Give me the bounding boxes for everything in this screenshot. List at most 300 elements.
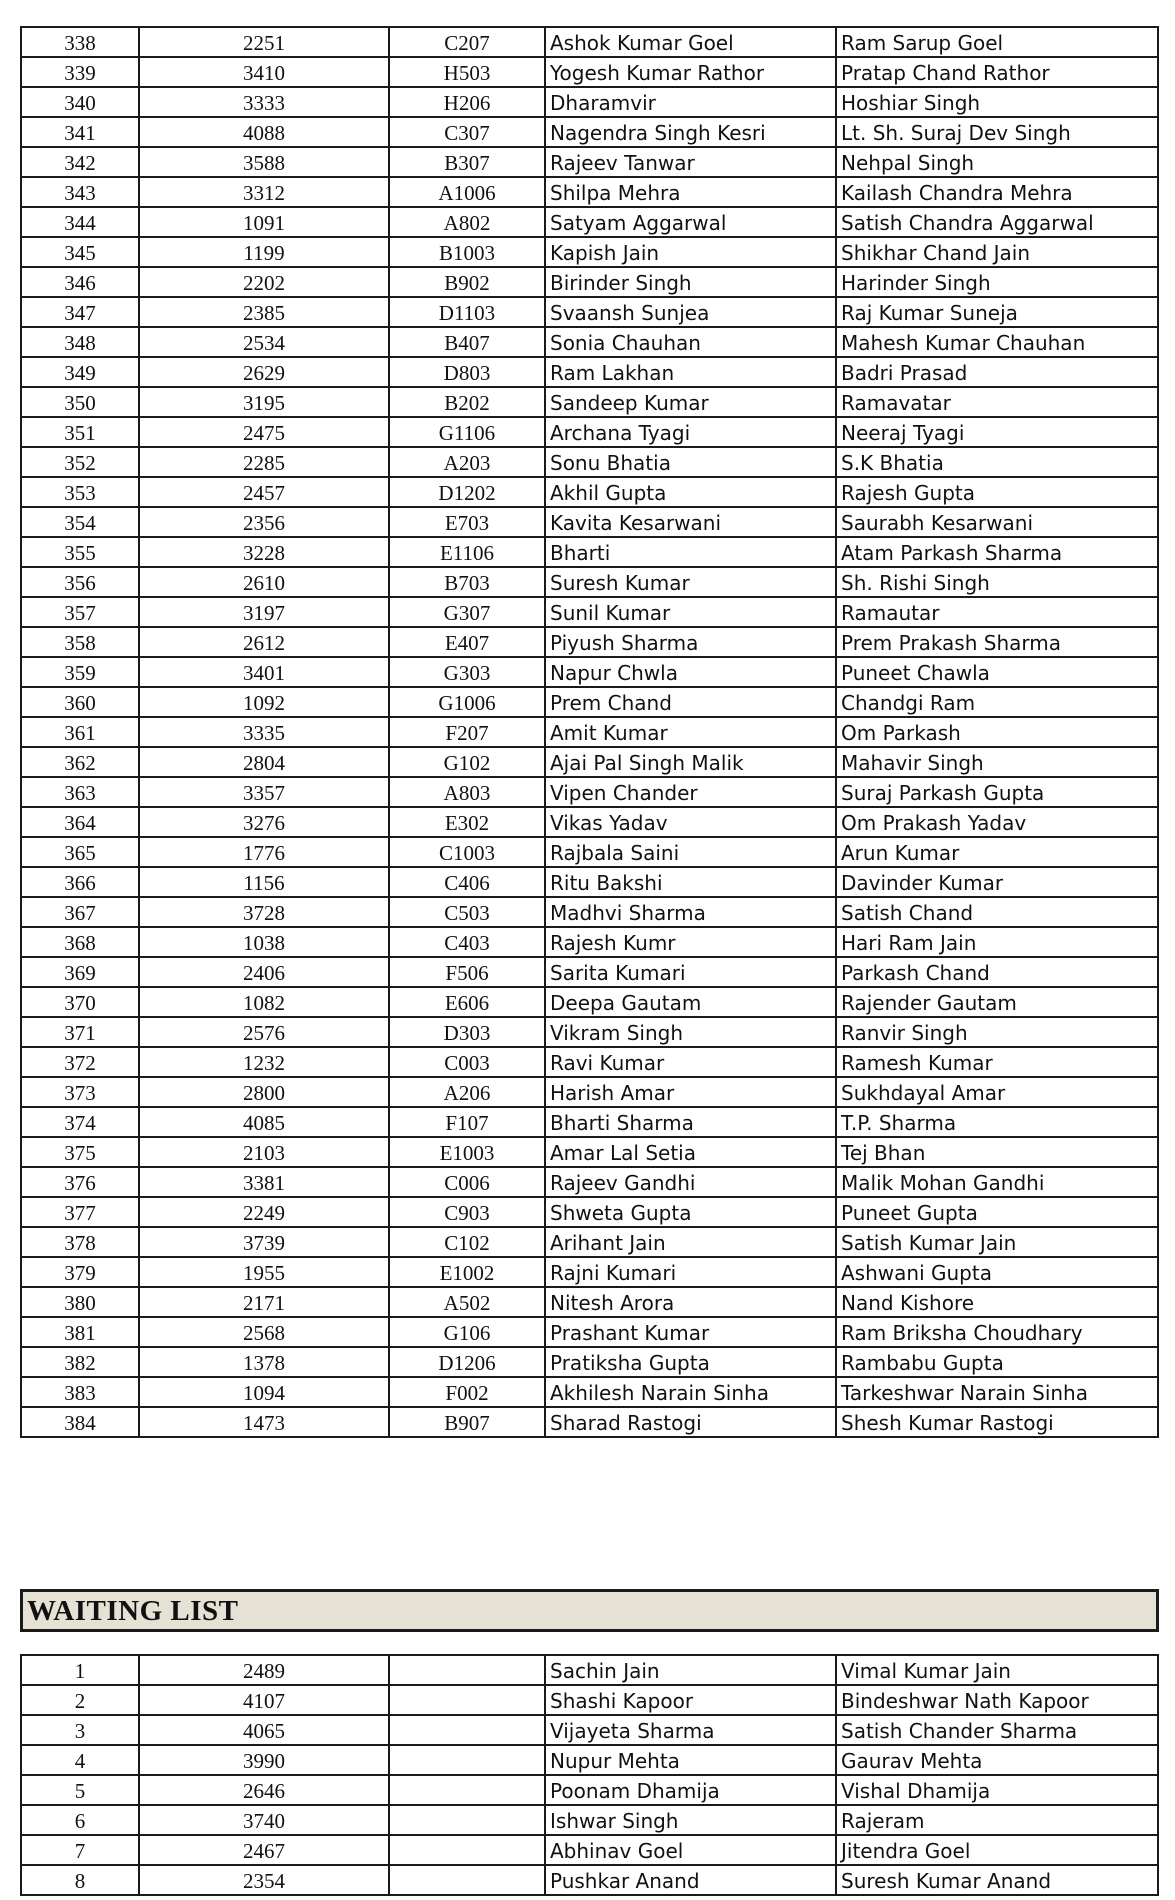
father-name-cell: Mahesh Kumar Chauhan [836,327,1158,357]
applicant-name-cell: Akhilesh Narain Sinha [545,1377,836,1407]
serial-number-cell: 2 [21,1685,139,1715]
table-row [21,717,1158,747]
table-row [21,1655,1158,1685]
applicant-name-cell: Poonam Dhamija [545,1775,836,1805]
member-id-cell: 2171 [139,1287,389,1317]
father-name-cell: S.K Bhatia [836,447,1158,477]
applicant-name-cell: Suresh Kumar [545,567,836,597]
father-name-cell: Rambabu Gupta [836,1347,1158,1377]
serial-number-cell: 364 [21,807,139,837]
flat-number-cell: F207 [389,717,545,747]
serial-number-cell: 360 [21,687,139,717]
table-row [21,177,1158,207]
applicant-name-cell: Amar Lal Setia [545,1137,836,1167]
member-id-cell: 3195 [139,387,389,417]
serial-number-cell: 375 [21,1137,139,1167]
flat-number-cell [389,1865,545,1895]
father-name-cell: Davinder Kumar [836,867,1158,897]
applicant-name-cell: Dharamvir [545,87,836,117]
serial-number-cell: 351 [21,417,139,447]
serial-number-cell: 381 [21,1317,139,1347]
table-row [21,57,1158,87]
serial-number-cell: 378 [21,1227,139,1257]
applicant-name-cell: Prem Chand [545,687,836,717]
table-row [21,267,1158,297]
applicant-name-cell: Ravi Kumar [545,1047,836,1077]
applicant-name-cell: Bharti Sharma [545,1107,836,1137]
table-row [21,1407,1158,1437]
flat-number-cell: C503 [389,897,545,927]
father-name-cell: Parkash Chand [836,957,1158,987]
table-row [21,237,1158,267]
member-id-cell: 1776 [139,837,389,867]
flat-number-cell: D1202 [389,477,545,507]
flat-number-cell: D303 [389,1017,545,1047]
member-id-cell: 1092 [139,687,389,717]
member-id-cell: 2804 [139,747,389,777]
table-row [21,627,1158,657]
father-name-cell: Ramavatar [836,387,1158,417]
serial-number-cell: 356 [21,567,139,597]
table-row [21,1805,1158,1835]
member-id-cell: 2251 [139,27,389,57]
table-row [21,1017,1158,1047]
table-row [21,1317,1158,1347]
father-name-cell: T.P. Sharma [836,1107,1158,1137]
member-id-cell: 3728 [139,897,389,927]
father-name-cell: Sh. Rishi Singh [836,567,1158,597]
table-row [21,1077,1158,1107]
table-row [21,837,1158,867]
flat-number-cell: A802 [389,207,545,237]
serial-number-cell: 366 [21,867,139,897]
serial-number-cell: 343 [21,177,139,207]
member-id-cell: 2385 [139,297,389,327]
table-row [21,1347,1158,1377]
table-row [21,447,1158,477]
father-name-cell: Prem Prakash Sharma [836,627,1158,657]
father-name-cell: Tej Bhan [836,1137,1158,1167]
applicant-name-cell: Sharad Rastogi [545,1407,836,1437]
flat-number-cell: D1103 [389,297,545,327]
member-id-cell: 2457 [139,477,389,507]
applicant-name-cell: Napur Chwla [545,657,836,687]
father-name-cell: Harinder Singh [836,267,1158,297]
flat-number-cell: E703 [389,507,545,537]
father-name-cell: Rajeram [836,1805,1158,1835]
father-name-cell: Puneet Gupta [836,1197,1158,1227]
father-name-cell: Rajesh Gupta [836,477,1158,507]
table-row [21,777,1158,807]
member-id-cell: 2489 [139,1655,389,1685]
flat-number-cell: C003 [389,1047,545,1077]
applicant-name-cell: Sandeep Kumar [545,387,836,417]
serial-number-cell: 7 [21,1835,139,1865]
member-id-cell: 3357 [139,777,389,807]
father-name-cell: Ranvir Singh [836,1017,1158,1047]
table-row [21,1715,1158,1745]
flat-number-cell: F506 [389,957,545,987]
table-row [21,147,1158,177]
serial-number-cell: 5 [21,1775,139,1805]
table-row [21,657,1158,687]
applicant-name-cell: Kapish Jain [545,237,836,267]
father-name-cell: Bindeshwar Nath Kapoor [836,1685,1158,1715]
table-row [21,1775,1158,1805]
member-id-cell: 3197 [139,597,389,627]
member-id-cell: 3401 [139,657,389,687]
member-id-cell: 2534 [139,327,389,357]
applicant-name-cell: Shweta Gupta [545,1197,836,1227]
applicant-name-cell: Nupur Mehta [545,1745,836,1775]
applicant-name-cell: Sonu Bhatia [545,447,836,477]
flat-number-cell: E1002 [389,1257,545,1287]
applicant-name-cell: Sonia Chauhan [545,327,836,357]
serial-number-cell: 8 [21,1865,139,1895]
member-id-cell: 1473 [139,1407,389,1437]
serial-number-cell: 350 [21,387,139,417]
member-id-cell: 2612 [139,627,389,657]
applicant-name-cell: Vikram Singh [545,1017,836,1047]
member-id-cell: 3312 [139,177,389,207]
flat-number-cell: E1003 [389,1137,545,1167]
member-id-cell: 2285 [139,447,389,477]
table-row [21,1745,1158,1775]
serial-number-cell: 367 [21,897,139,927]
father-name-cell: Rajender Gautam [836,987,1158,1017]
flat-number-cell: G303 [389,657,545,687]
serial-number-cell: 342 [21,147,139,177]
serial-number-cell: 358 [21,627,139,657]
table-row [21,927,1158,957]
member-id-cell: 2646 [139,1775,389,1805]
serial-number-cell: 341 [21,117,139,147]
serial-number-cell: 352 [21,447,139,477]
father-name-cell: Tarkeshwar Narain Sinha [836,1377,1158,1407]
member-id-cell: 1378 [139,1347,389,1377]
applicant-name-cell: Madhvi Sharma [545,897,836,927]
waiting-list-table [20,1654,1159,1896]
table-row [21,417,1158,447]
table-row [21,1107,1158,1137]
waiting-list-header [20,1589,1159,1632]
serial-number-cell: 340 [21,87,139,117]
father-name-cell: Om Parkash [836,717,1158,747]
flat-number-cell: B1003 [389,237,545,267]
serial-number-cell: 369 [21,957,139,987]
serial-number-cell: 355 [21,537,139,567]
father-name-cell: Mahavir Singh [836,747,1158,777]
serial-number-cell: 377 [21,1197,139,1227]
table-row [21,387,1158,417]
member-id-cell: 1955 [139,1257,389,1287]
applicant-name-cell: Rajeev Tanwar [545,147,836,177]
father-name-cell: Vishal Dhamija [836,1775,1158,1805]
table-row [21,87,1158,117]
member-id-cell: 4085 [139,1107,389,1137]
serial-number-cell: 344 [21,207,139,237]
father-name-cell: Raj Kumar Suneja [836,297,1158,327]
flat-number-cell: C903 [389,1197,545,1227]
father-name-cell: Badri Prasad [836,357,1158,387]
serial-number-cell: 3 [21,1715,139,1745]
flat-number-cell: B907 [389,1407,545,1437]
member-id-cell: 4088 [139,117,389,147]
flat-number-cell: F002 [389,1377,545,1407]
member-id-cell: 3990 [139,1745,389,1775]
flat-number-cell: B307 [389,147,545,177]
member-id-cell: 1094 [139,1377,389,1407]
flat-number-cell: G1106 [389,417,545,447]
applicant-name-cell: Nitesh Arora [545,1287,836,1317]
table-row [21,807,1158,837]
member-id-cell: 3276 [139,807,389,837]
serial-number-cell: 368 [21,927,139,957]
father-name-cell: Satish Chand [836,897,1158,927]
serial-number-cell: 362 [21,747,139,777]
table-row [21,477,1158,507]
applicant-name-cell: Deepa Gautam [545,987,836,1017]
applicant-name-cell: Abhinav Goel [545,1835,836,1865]
flat-number-cell: E1106 [389,537,545,567]
flat-number-cell: C403 [389,927,545,957]
serial-number-cell: 347 [21,297,139,327]
serial-number-cell: 379 [21,1257,139,1287]
member-id-cell: 4107 [139,1685,389,1715]
flat-number-cell: H503 [389,57,545,87]
table-row [21,537,1158,567]
table-row [21,687,1158,717]
member-id-cell: 2354 [139,1865,389,1895]
flat-number-cell: E606 [389,987,545,1017]
father-name-cell: Chandgi Ram [836,687,1158,717]
applicant-name-cell: Pratiksha Gupta [545,1347,836,1377]
table-row [21,1167,1158,1197]
father-name-cell: Hoshiar Singh [836,87,1158,117]
table-row [21,1257,1158,1287]
applicant-name-cell: Vijayeta Sharma [545,1715,836,1745]
serial-number-cell: 376 [21,1167,139,1197]
serial-number-cell: 346 [21,267,139,297]
father-name-cell: Ram Briksha Choudhary [836,1317,1158,1347]
father-name-cell: Pratap Chand Rathor [836,57,1158,87]
serial-number-cell: 339 [21,57,139,87]
applicant-name-cell: Archana Tyagi [545,417,836,447]
flat-number-cell: A502 [389,1287,545,1317]
applicant-name-cell: Pushkar Anand [545,1865,836,1895]
member-id-cell: 1199 [139,237,389,267]
table-row [21,567,1158,597]
member-id-cell: 2568 [139,1317,389,1347]
member-id-cell: 1232 [139,1047,389,1077]
applicant-name-cell: Kavita Kesarwani [545,507,836,537]
applicant-name-cell: Rajeev Gandhi [545,1167,836,1197]
member-id-cell: 3333 [139,87,389,117]
allotment-table [20,26,1159,1438]
serial-number-cell: 382 [21,1347,139,1377]
father-name-cell: Neeraj Tyagi [836,417,1158,447]
table-row [21,207,1158,237]
member-id-cell: 2103 [139,1137,389,1167]
father-name-cell: Puneet Chawla [836,657,1158,687]
flat-number-cell [389,1835,545,1865]
flat-number-cell [389,1775,545,1805]
table-row [21,747,1158,777]
flat-number-cell: C1003 [389,837,545,867]
serial-number-cell: 383 [21,1377,139,1407]
table-row [21,1685,1158,1715]
father-name-cell: Hari Ram Jain [836,927,1158,957]
member-id-cell: 2610 [139,567,389,597]
table-row [21,117,1158,147]
flat-number-cell: G102 [389,747,545,777]
flat-number-cell: C102 [389,1227,545,1257]
table-row [21,1377,1158,1407]
applicant-name-cell: Svaansh Sunjea [545,297,836,327]
father-name-cell: Satish Kumar Jain [836,1227,1158,1257]
applicant-name-cell: Rajbala Saini [545,837,836,867]
father-name-cell: Malik Mohan Gandhi [836,1167,1158,1197]
father-name-cell: Shesh Kumar Rastogi [836,1407,1158,1437]
flat-number-cell [389,1805,545,1835]
father-name-cell: Nehpal Singh [836,147,1158,177]
serial-number-cell: 338 [21,27,139,57]
father-name-cell: Gaurav Mehta [836,1745,1158,1775]
member-id-cell: 2800 [139,1077,389,1107]
father-name-cell: Jitendra Goel [836,1835,1158,1865]
serial-number-cell: 359 [21,657,139,687]
applicant-name-cell: Rajesh Kumr [545,927,836,957]
father-name-cell: Sukhdayal Amar [836,1077,1158,1107]
serial-number-cell: 374 [21,1107,139,1137]
applicant-name-cell: Nagendra Singh Kesri [545,117,836,147]
member-id-cell: 1038 [139,927,389,957]
flat-number-cell: A803 [389,777,545,807]
father-name-cell: Suraj Parkash Gupta [836,777,1158,807]
table-row [21,597,1158,627]
member-id-cell: 2467 [139,1835,389,1865]
table-row [21,507,1158,537]
flat-number-cell: A1006 [389,177,545,207]
member-id-cell: 1156 [139,867,389,897]
allotment-table-body [21,27,1158,1437]
father-name-cell: Atam Parkash Sharma [836,537,1158,567]
father-name-cell: Saurabh Kesarwani [836,507,1158,537]
member-id-cell: 3410 [139,57,389,87]
father-name-cell: Kailash Chandra Mehra [836,177,1158,207]
table-row [21,897,1158,927]
applicant-name-cell: Akhil Gupta [545,477,836,507]
flat-number-cell: F107 [389,1107,545,1137]
applicant-name-cell: Ashok Kumar Goel [545,27,836,57]
table-row [21,297,1158,327]
father-name-cell: Suresh Kumar Anand [836,1865,1158,1895]
member-id-cell: 3740 [139,1805,389,1835]
applicant-name-cell: Birinder Singh [545,267,836,297]
applicant-name-cell: Ritu Bakshi [545,867,836,897]
table-row [21,1287,1158,1317]
serial-number-cell: 4 [21,1745,139,1775]
table-row [21,987,1158,1017]
table-row [21,1835,1158,1865]
father-name-cell: Arun Kumar [836,837,1158,867]
waiting-list-title: WAITING LIST [27,1595,239,1627]
member-id-cell: 3335 [139,717,389,747]
applicant-name-cell: Ajai Pal Singh Malik [545,747,836,777]
father-name-cell: Satish Chandra Aggarwal [836,207,1158,237]
flat-number-cell: B202 [389,387,545,417]
flat-number-cell: C406 [389,867,545,897]
flat-number-cell: D803 [389,357,545,387]
flat-number-cell: C006 [389,1167,545,1197]
father-name-cell: Om Prakash Yadav [836,807,1158,837]
serial-number-cell: 361 [21,717,139,747]
serial-number-cell: 348 [21,327,139,357]
applicant-name-cell: Shashi Kapoor [545,1685,836,1715]
applicant-name-cell: Vikas Yadav [545,807,836,837]
serial-number-cell: 1 [21,1655,139,1685]
serial-number-cell: 357 [21,597,139,627]
serial-number-cell: 380 [21,1287,139,1317]
member-id-cell: 3228 [139,537,389,567]
applicant-name-cell: Sarita Kumari [545,957,836,987]
flat-number-cell: A203 [389,447,545,477]
applicant-name-cell: Ram Lakhan [545,357,836,387]
table-row [21,327,1158,357]
applicant-name-cell: Piyush Sharma [545,627,836,657]
flat-number-cell: G106 [389,1317,545,1347]
member-id-cell: 4065 [139,1715,389,1745]
father-name-cell: Nand Kishore [836,1287,1158,1317]
serial-number-cell: 363 [21,777,139,807]
serial-number-cell: 370 [21,987,139,1017]
serial-number-cell: 6 [21,1805,139,1835]
father-name-cell: Ramesh Kumar [836,1047,1158,1077]
flat-number-cell [389,1655,545,1685]
applicant-name-cell: Amit Kumar [545,717,836,747]
table-row [21,1137,1158,1167]
member-id-cell: 2406 [139,957,389,987]
member-id-cell: 1091 [139,207,389,237]
serial-number-cell: 373 [21,1077,139,1107]
member-id-cell: 2202 [139,267,389,297]
father-name-cell: Ashwani Gupta [836,1257,1158,1287]
flat-number-cell: E407 [389,627,545,657]
flat-number-cell [389,1715,545,1745]
serial-number-cell: 353 [21,477,139,507]
flat-number-cell: B703 [389,567,545,597]
member-id-cell: 2475 [139,417,389,447]
serial-number-cell: 384 [21,1407,139,1437]
serial-number-cell: 365 [21,837,139,867]
serial-number-cell: 371 [21,1017,139,1047]
member-id-cell: 3739 [139,1227,389,1257]
table-row [21,357,1158,387]
member-id-cell: 3588 [139,147,389,177]
father-name-cell: Satish Chander Sharma [836,1715,1158,1745]
applicant-name-cell: Vipen Chander [545,777,836,807]
table-row [21,1197,1158,1227]
flat-number-cell: C307 [389,117,545,147]
table-row [21,957,1158,987]
applicant-name-cell: Prashant Kumar [545,1317,836,1347]
flat-number-cell [389,1745,545,1775]
serial-number-cell: 372 [21,1047,139,1077]
serial-number-cell: 349 [21,357,139,387]
applicant-name-cell: Ishwar Singh [545,1805,836,1835]
father-name-cell: Ram Sarup Goel [836,27,1158,57]
flat-number-cell: C207 [389,27,545,57]
